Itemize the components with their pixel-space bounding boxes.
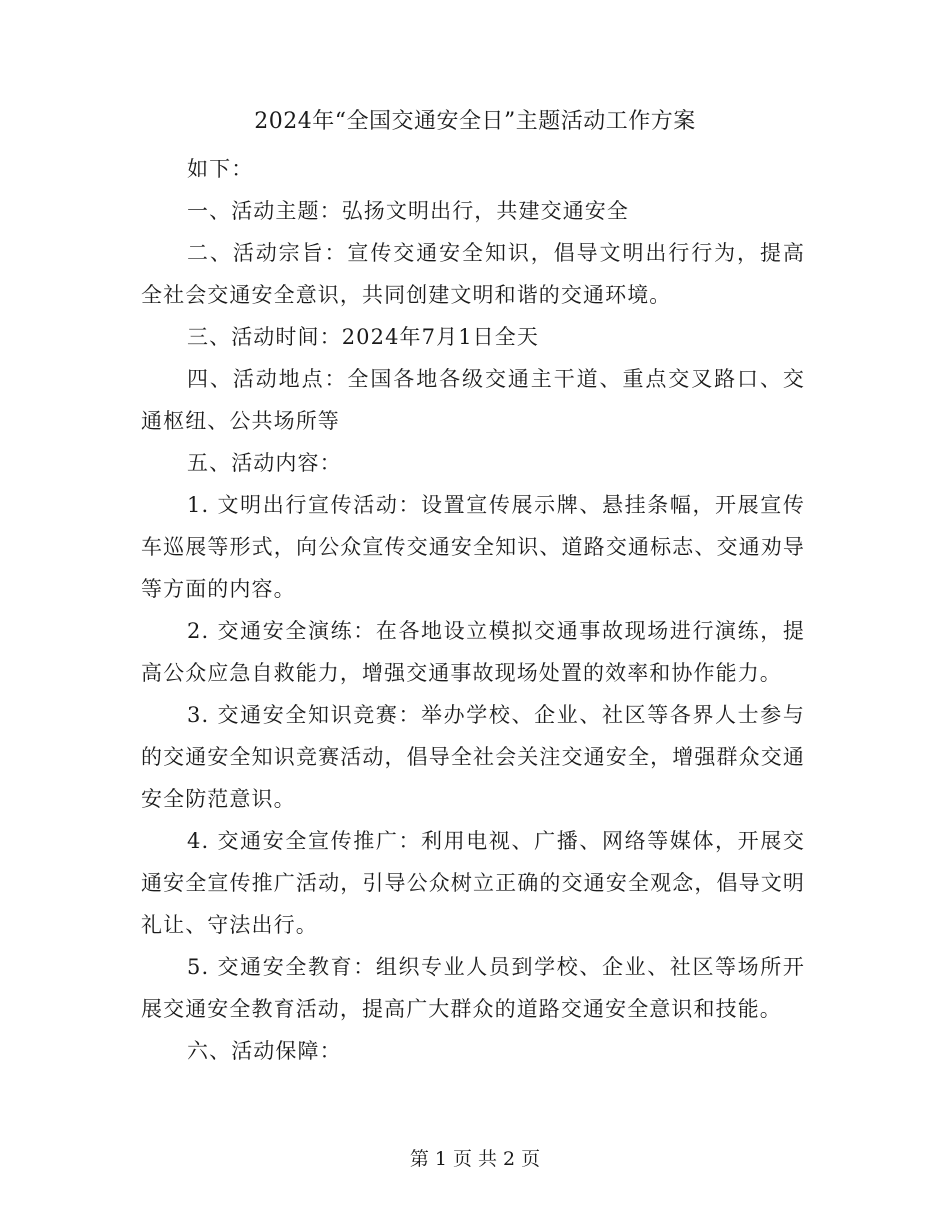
paragraph-intro: 如下： <box>187 157 254 181</box>
document-body <box>141 148 805 1072</box>
page-footer: 第 1 页 共 2 页 <box>409 1148 541 1170</box>
paragraph-item-5: 5. 交通安全教育：组织专业人员到学校、企业、社区等场所开展交通安全教育活动，提高广大群众的道路交通安全意识和技能。 <box>141 955 805 1021</box>
paragraph-time: 三、活动时间：2024年7月1日全天 <box>187 325 539 349</box>
paragraph-item-1: 1. 文明出行宣传活动：设置宣传展示牌、悬挂条幅，开展宣传车巡展等形式，向公众宣传交通安全知识、道路交通标志、交通劝导等方面的内容。 <box>141 493 805 601</box>
paragraph-item-2: 2. 交通安全演练：在各地设立模拟交通事故现场进行演练，提高公众应急自救能力，增强交通事故现场处置的效率和协作能力。 <box>141 619 805 685</box>
paragraph-support-heading: 六、活动保障： <box>187 1039 342 1063</box>
document-title: 2024年“全国交通安全日”主题活动工作方案 <box>254 109 696 134</box>
paragraph-purpose: 二、活动宗旨：宣传交通安全知识，倡导文明出行行为，提高全社会交通安全意识，共同创建文明和谐的交通环境。 <box>141 241 805 307</box>
paragraph-item-3: 3. 交通安全知识竞赛：举办学校、企业、社区等各界人士参与的交通安全知识竞赛活动，倡导全社会关注交通安全，增强群众交通安全防范意识。 <box>141 703 805 811</box>
paragraph-location: 四、活动地点：全国各地各级交通主干道、重点交叉路口、交通枢纽、公共场所等 <box>141 367 805 433</box>
paragraph-item-4: 4. 交通安全宣传推广：利用电视、广播、网络等媒体，开展交通安全宣传推广活动，引导公众树立正确的交通安全观念，倡导文明礼让、守法出行。 <box>141 829 805 937</box>
paragraph-content-heading: 五、活动内容： <box>187 451 342 475</box>
paragraph-theme: 一、活动主题：弘扬文明出行，共建交通安全 <box>187 199 629 223</box>
